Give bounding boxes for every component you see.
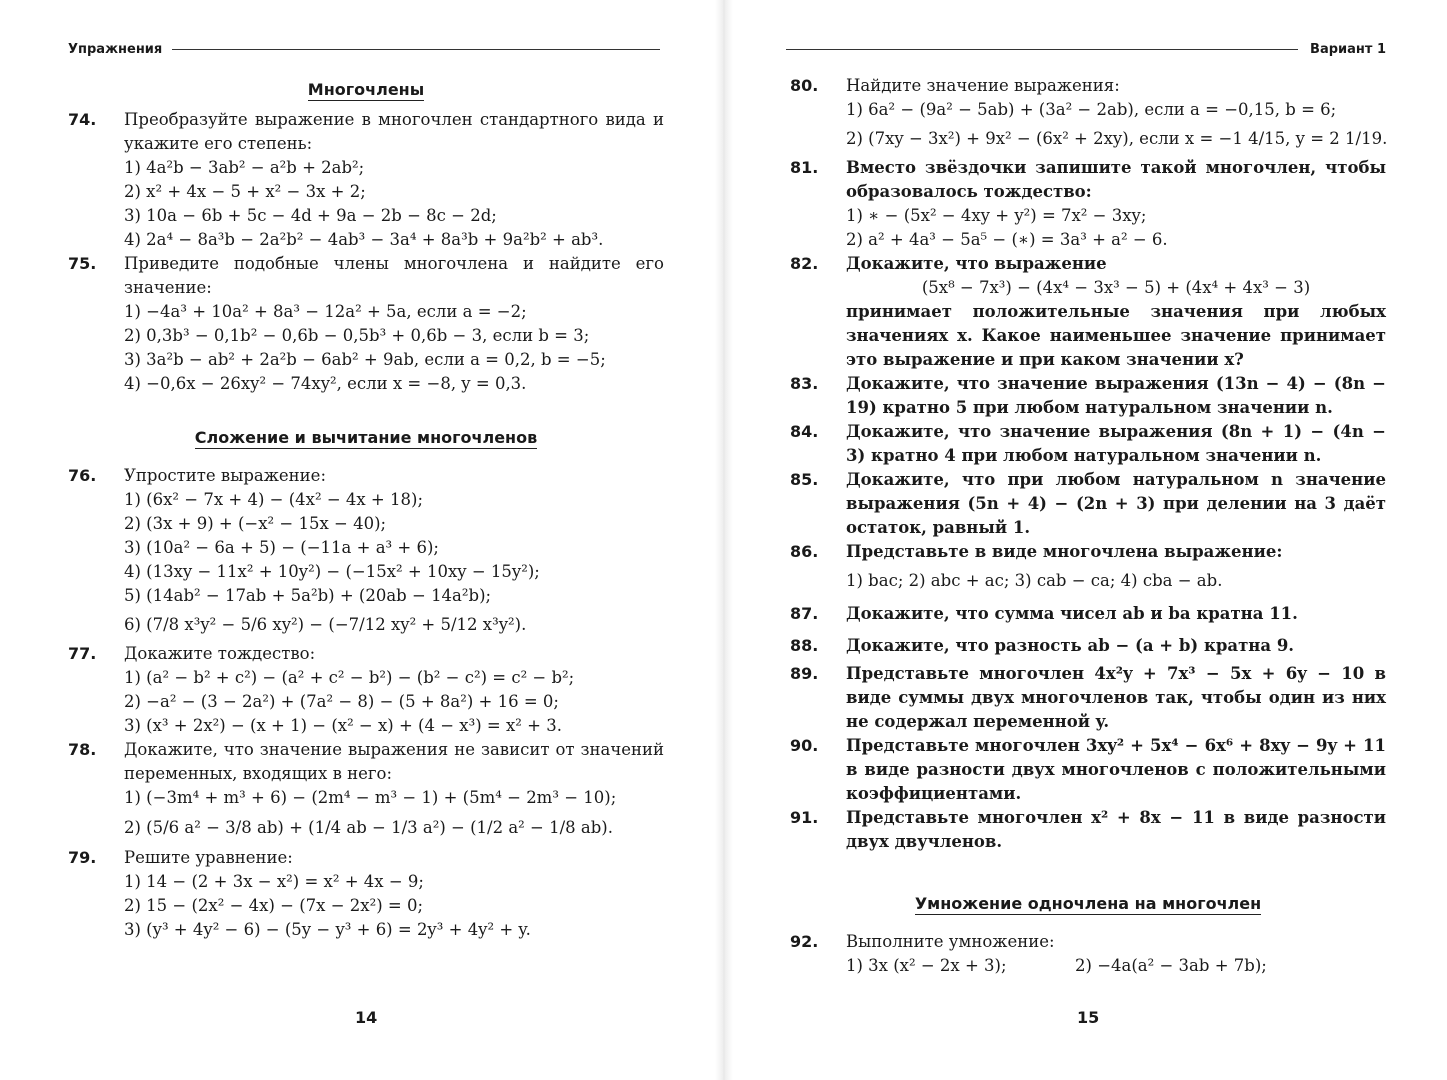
problem-item: 2) −a² − (3 − 2a²) + (7a² − 8) − (5 + 8a²) + 16 = 0; [124,692,559,711]
problem-item: 1) (6x² − 7x + 4) − (4x² − 4x + 18); [124,490,423,509]
problem-item: 3) (y³ + 4y² − 6) − (5y − y³ + 6) = 2y³ + 4y² + y. [124,920,531,939]
problem-number: 91. [790,808,819,827]
problem-expression: (5x⁸ − 7x³) − (4x⁴ − 3x³ − 5) + (4x⁴ + 4x³ − 3) [921,278,1311,297]
problem-number: 82. [790,254,819,273]
problem-item: 2) (3x + 9) + (−x² − 15x − 40); [124,514,387,533]
problem-90 [790,734,1386,806]
problem-item: 3) 10a − 6b + 5c − 4d + 9a − 2b − 8c − 2d; [124,206,497,225]
problem-text: Представьте многочлен 4x²y + 7x³ − 5x + 6y − 10 в виде суммы двух многочленов так, чтобы один из них не содержал переменной y. [846,664,1386,731]
problem-text: Докажите, что значение выражения не зависит от значений переменных, входящих в него: [124,740,664,783]
section-title: Сложение и вычитание многочленов [194,428,538,447]
problem-text: Докажите, что значение выражения (13n − 4) − (8n − 19) кратно 5 при любом натуральном значении n. [846,374,1386,417]
section-title: Умножение одночлена на многочлен [914,894,1262,913]
problem-number: 75. [68,254,97,273]
problem-text: Приведите подобные члены многочлена и найдите его значение: [124,254,664,297]
problem-item: 1) ∗ − (5x² − 4xy + y²) = 7x² − 3xy; [846,206,1147,225]
problem-item: 2) 15 − (2x² − 4x) − (7x − 2x²) = 0; [124,896,423,915]
problem-text: Решите уравнение: [124,848,293,867]
problem-items-row [846,954,1386,978]
problem-item: 1) 3x (x² − 2x + 3); [846,956,1007,975]
problem-number: 80. [790,76,819,95]
problem-item: 2) x² + 4x − 5 + x² − 3x + 2; [124,182,366,201]
problem-88 [790,630,1386,662]
problem-number: 92. [790,932,819,951]
problem-number: 78. [68,740,97,759]
left-page [0,0,723,1080]
problem-number: 87. [790,604,819,623]
problem-83 [790,372,1386,420]
problem-81 [790,156,1386,252]
right-content [790,74,1386,978]
problem-87 [790,598,1386,630]
page-number-right: 15 [1077,1008,1100,1027]
problem-number: 79. [68,848,97,867]
header-rule [786,49,1298,50]
problem-text: Выполните умножение: [846,932,1055,951]
problem-84 [790,420,1386,468]
problem-text: Докажите, что разность ab − (a + b) кратна 9. [846,636,1295,655]
problem-79 [68,846,664,942]
problem-item: 4) −0,6x − 26xy² − 74xy², если x = −8, y = 0,3. [124,374,527,393]
problem-75 [68,252,664,396]
problem-number: 90. [790,736,819,755]
problem-74 [68,108,664,252]
problem-number: 77. [68,644,97,663]
problem-82 [790,252,1386,372]
problem-text: Докажите, что выражение [846,254,1107,273]
problem-item: 2) a² + 4a³ − 5a⁵ − (∗) = 3a³ + a² − 6. [846,230,1168,249]
problem-item: 5) (14ab² − 17ab + 5a²b) + (20ab − 14a²b); [124,586,492,605]
problem-item: 1) 4a²b − 3ab² − a²b + 2ab²; [124,158,365,177]
header-rule [172,49,660,50]
problem-text: Представьте многочлен x² + 8x − 11 в виде разности двух двучленов. [846,808,1386,851]
problem-number: 81. [790,158,819,177]
running-head-left-text: Упражнения [68,41,163,57]
problem-91 [790,806,1386,854]
problem-item: 4) 2a⁴ − 8a³b − 2a²b² − 4ab³ − 3a⁴ + 8a³b + 9a²b² + ab³. [124,230,604,249]
problem-text: Преобразуйте выражение в многочлен стандартного вида и укажите его степень: [124,110,664,153]
problem-item: 1) −4a³ + 10a² + 8a³ − 12a² + 5a, если a = −2; [124,302,527,321]
page-number-left: 14 [355,1008,378,1027]
problem-item: 4) (13xy − 11x² + 10y²) − (−15x² + 10xy − 15y²); [124,562,540,581]
problem-77 [68,642,664,738]
problem-text: Докажите, что значение выражения (8n + 1) − (4n − 3) кратно 4 при любом натуральном значении n. [846,422,1386,465]
problem-text: Докажите, что сумма чисел ab и ba кратна 11. [846,604,1298,623]
problem-86 [790,540,1386,598]
problem-76 [68,464,664,642]
problem-text: Докажите, что при любом натуральном n значение выражения (5n + 4) − (2n + 3) при делении на 3 даёт остаток, равный 1. [846,470,1386,537]
problem-item: 2) −4a(a² − 3ab + 7b); [1075,956,1267,975]
section-title: Многочлены [307,80,425,99]
problem-89 [790,662,1386,734]
problem-item: 3) (10a² − 6a + 5) − (−11a + a³ + 6); [124,538,439,557]
problem-number: 85. [790,470,819,489]
problem-item: 2) 0,3b³ − 0,1b² − 0,6b − 0,5b³ + 0,6b − 3, если b = 3; [124,326,590,345]
problem-number: 74. [68,110,97,129]
problem-92 [790,930,1386,978]
right-page [723,0,1447,1080]
problem-number: 88. [790,636,819,655]
problem-text: Найдите значение выражения: [846,76,1120,95]
problem-text: Представьте в виде многочлена выражение: [846,542,1283,561]
problem-item: 2) (5/6 a² − 3/8 ab) + (1/4 ab − 1/3 a²) − (1/2 a² − 1/8 ab). [124,818,613,837]
problem-number: 84. [790,422,819,441]
running-head-left [68,38,660,60]
left-content [68,74,664,942]
problem-85 [790,468,1386,540]
problem-number: 76. [68,466,97,485]
problem-item: 1) (a² − b² + c²) − (a² + c² − b²) − (b² − c²) = c² − b²; [124,668,575,687]
problem-text: Представьте многочлен 3xy² + 5x⁴ − 6x⁶ + 8xy − 9y + 11 в виде разности двух многочленов с положительными коэффициентами. [846,736,1386,803]
problem-item: 2) (7xy − 3x²) + 9x² − (6x² + 2xy), если x = −1 4/15, y = 2 1/19. [846,129,1388,148]
running-head-right-text: Вариант 1 [1310,41,1386,57]
problem-item: 6) (7/8 x³y² − 5/6 xy²) − (−7/12 xy² + 5/12 x³y²). [124,615,527,634]
problem-text-continued: принимает положительные значения при любых значениях x. Какое наименьшее значение принимает это выражение и при каком значении x? [846,302,1386,369]
problem-item: 1) 14 − (2 + 3x − x²) = x² + 4x − 9; [124,872,424,891]
problem-80 [790,74,1386,156]
problem-number: 83. [790,374,819,393]
problem-item: 3) (x³ + 2x²) − (x + 1) − (x² − x) + (4 − x³) = x² + 3. [124,716,562,735]
problem-78 [68,738,664,846]
problem-text: Докажите тождество: [124,644,316,663]
problem-text: Вместо звёздочки запишите такой многочлен, чтобы образовалось тождество: [846,158,1386,201]
problem-number: 89. [790,664,819,683]
problem-text: Упростите выражение: [124,466,327,485]
problem-item: 3) 3a²b − ab² + 2a²b − 6ab² + 9ab, если a = 0,2, b = −5; [124,350,606,369]
problem-item: 1) bac; 2) abc + ac; 3) cab − ca; 4) cba − ab. [846,571,1223,590]
problem-item: 1) (−3m⁴ + m³ + 6) − (2m⁴ − m³ − 1) + (5m⁴ − 2m³ − 10); [124,788,617,807]
problem-item: 1) 6a² − (9a² − 5ab) + (3a² − 2ab), если a = −0,15, b = 6; [846,100,1337,119]
running-head-right [786,38,1386,60]
problem-number: 86. [790,542,819,561]
